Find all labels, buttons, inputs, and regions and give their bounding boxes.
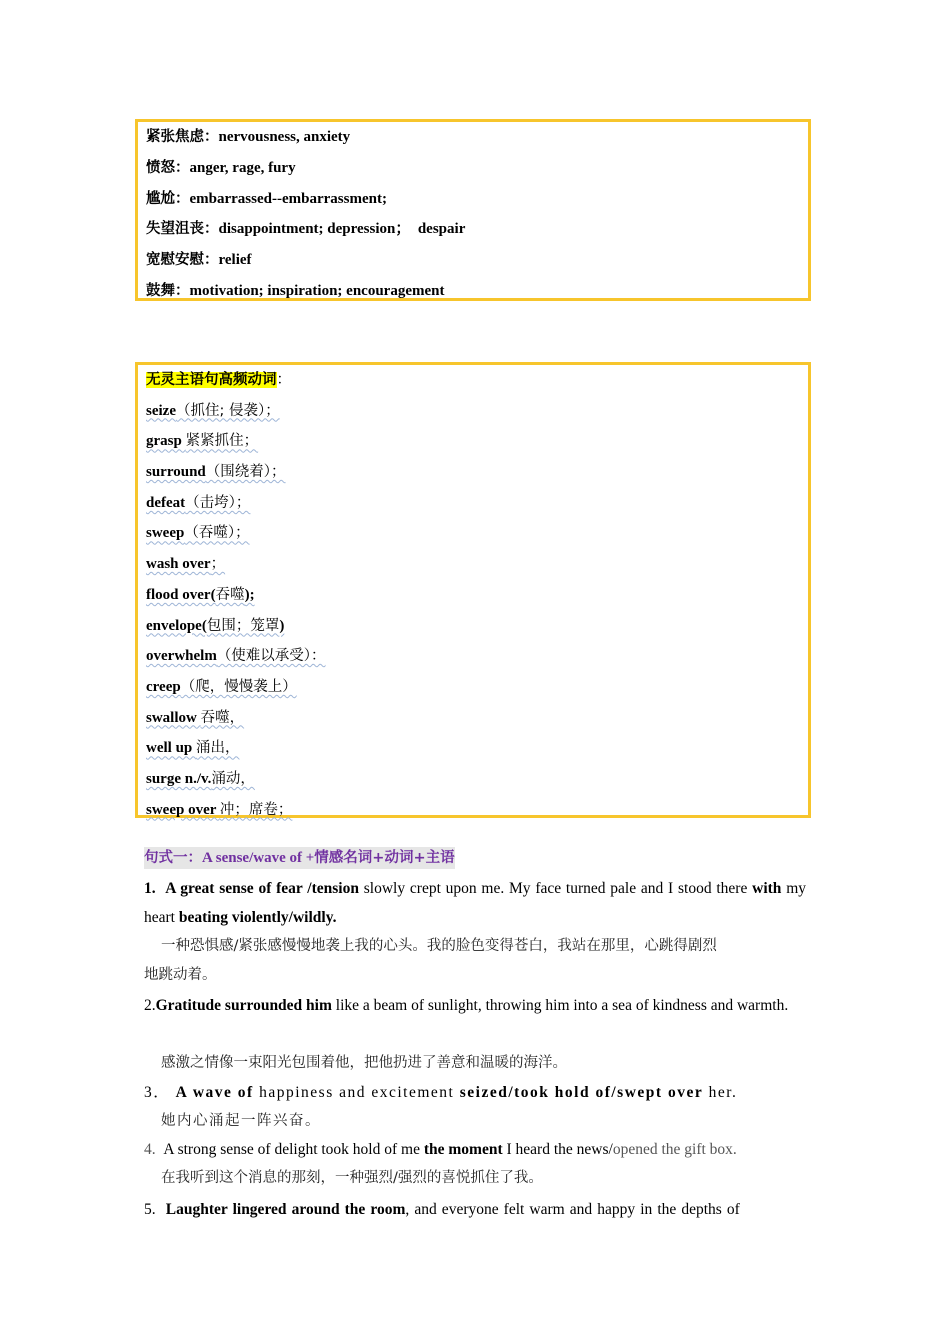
list-item: seize（抓住; 侵袭）； (146, 402, 280, 419)
list-item: 尴尬：embarrassed--embarrassment; (146, 190, 387, 207)
example-3-translation: 她内心涌起一阵兴奋。 (161, 1113, 321, 1129)
list-item: 愤怒：anger, rage, fury (146, 159, 296, 176)
example-1: 1. A great sense of fear /tension slowly crept upon me. My face turned pale and I stood there with my heart beating violently/wildly. (144, 880, 807, 926)
list-item: surround（围绕着）； (146, 464, 286, 481)
list-item: sweep over 冲；席卷； (146, 801, 293, 818)
list-item: defeat（击垮）； (146, 494, 251, 511)
list-item: overwhelm（使难以承受）： (146, 648, 326, 665)
example-2: 2.Gratitude surrounded him like a beam of sunlight, throwing him into a sea of kindness and warmth. (144, 997, 789, 1014)
emotion-nouns-box (135, 119, 811, 301)
example-1-translation: 一种恐惧感/紧张感慢慢地袭上我的心头。我的脸色变得苍白，我站在那里，心跳得剧烈 (161, 938, 717, 954)
example-1-translation-cont: 地跳动着。 (144, 967, 217, 983)
example-2-translation: 感激之情像一束阳光包围着他，把他扔进了善意和温暖的海洋。 (161, 1055, 567, 1071)
list-item: 失望沮丧：disappointment; depression； despair (146, 221, 466, 238)
list-item: wash over； (146, 556, 226, 573)
pattern-heading: 句式一：A sense/wave of +情感名词+动词+主语 (144, 847, 455, 869)
box-title: 无灵主语句高频动词： (146, 372, 291, 388)
list-item: 紧张焦虑：nervousness, anxiety (146, 129, 351, 145)
list-item: 鼓舞：motivation; inspiration; encouragement (146, 282, 445, 299)
list-item: creep（爬，慢慢袭上） (146, 678, 297, 695)
list-item: sweep（吞噬）； (146, 525, 250, 542)
list-item: surge n./v.涌动， (146, 770, 255, 787)
list-item: 宽慰安慰：relief (146, 252, 252, 269)
list-item: flood over(吞噬); (146, 586, 255, 603)
example-5: 5. Laughter lingered around the room, and everyone felt warm and happy in the depths of (144, 1201, 740, 1218)
list-item: grasp 紧紧抓住； (146, 433, 259, 450)
list-item: envelope(包围；笼罩) (146, 617, 285, 634)
verbs-box (135, 362, 811, 818)
list-item: well up 涌出， (146, 740, 240, 757)
example-4: 4. A strong sense of delight took hold of me the moment I heard the news/opened the gift box. (144, 1141, 737, 1158)
list-item: swallow 吞噬， (146, 709, 245, 726)
example-3: 3． A wave of happiness and excitement seized/took hold of/swept over her. (144, 1084, 738, 1101)
example-4-translation: 在我听到这个消息的那刻，一种强烈/强烈的喜悦抓住了我。 (161, 1170, 543, 1186)
